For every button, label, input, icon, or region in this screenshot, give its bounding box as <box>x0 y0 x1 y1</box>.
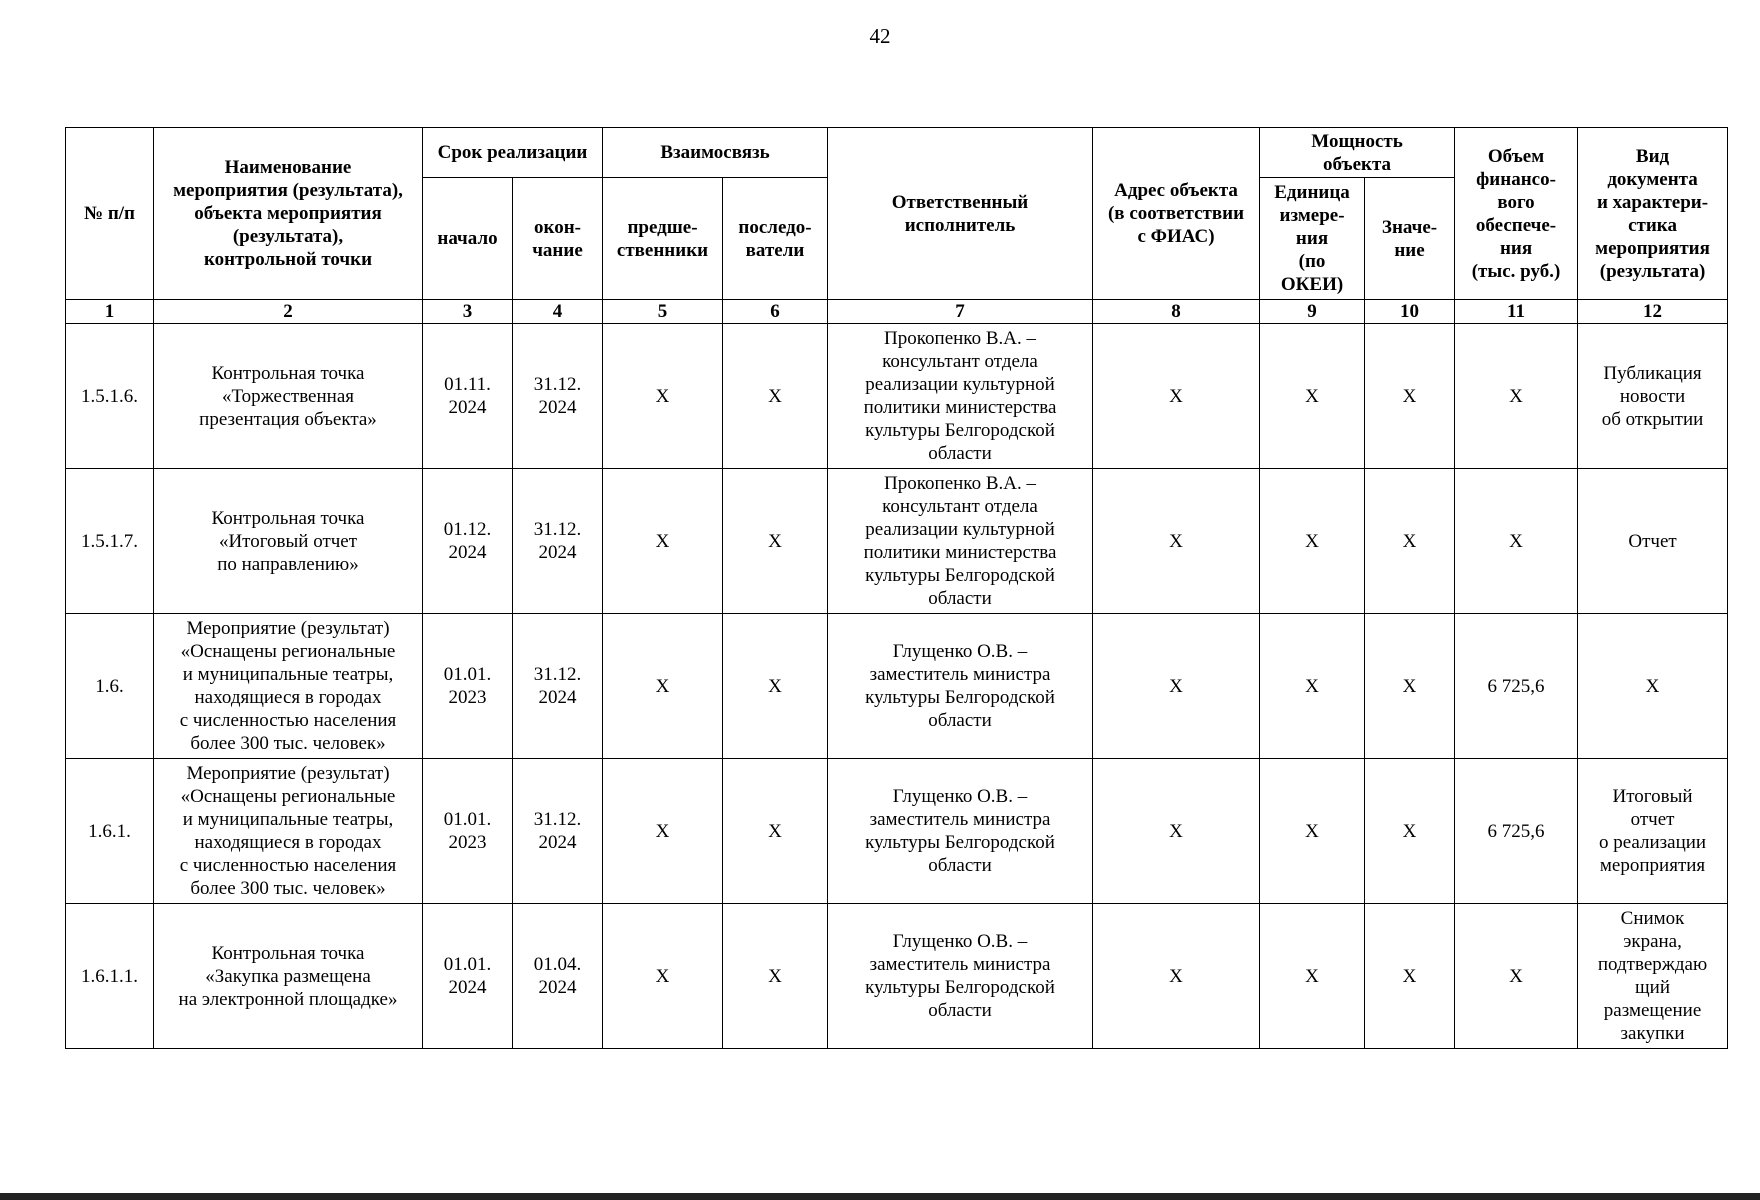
row-end-date <box>513 324 603 469</box>
plan-table <box>65 127 1728 1049</box>
header-doc <box>1578 128 1728 300</box>
text-line: Значе- <box>1381 216 1438 238</box>
row-document <box>1578 469 1728 614</box>
text-line: документа <box>1607 168 1698 190</box>
row-end-date <box>513 469 603 614</box>
text-line: объекта мероприятия <box>194 203 382 224</box>
text-line: (тыс. руб.) <box>1471 260 1561 282</box>
text-line: объекта <box>1322 153 1392 175</box>
text-line: культуры Белгородской <box>865 420 1055 441</box>
text-line: об открытии <box>1601 408 1704 430</box>
text-line: 31.12. <box>533 519 582 540</box>
row-document <box>1578 614 1728 759</box>
row-successors: Х <box>723 469 828 614</box>
header-end <box>513 178 603 300</box>
row-address: Х <box>1093 469 1260 614</box>
text-line: последо- <box>738 216 812 238</box>
text-line: с численностью населения <box>179 855 397 876</box>
row-responsible <box>828 469 1093 614</box>
row-end-date <box>513 904 603 1049</box>
text-line: Прокопенко В.А. – <box>884 473 1036 494</box>
row-unit: Х <box>1260 614 1365 759</box>
text-line: исполнитель <box>904 214 1016 236</box>
row-document <box>1578 904 1728 1049</box>
column-number: 10 <box>1365 300 1455 324</box>
row-address: Х <box>1093 759 1260 904</box>
text-line: презентация объекта» <box>199 408 377 430</box>
header-num: № п/п <box>66 128 154 300</box>
row-value: Х <box>1365 759 1455 904</box>
text-line: (в соответствии <box>1107 203 1245 224</box>
header-link: Взаимосвязь <box>603 128 828 178</box>
row-responsible <box>828 759 1093 904</box>
text-line: культуры Белгородской <box>865 977 1055 998</box>
text-line: (результата) <box>1599 260 1706 282</box>
header-resp <box>828 128 1093 300</box>
text-line: Контрольная точка <box>211 362 365 384</box>
text-line: чание <box>532 239 583 261</box>
table-row <box>66 469 1728 614</box>
text-line: реализации культурной <box>865 519 1055 540</box>
text-line: «Торжественная <box>222 385 354 407</box>
row-start-date <box>423 759 513 904</box>
row-address: Х <box>1093 324 1260 469</box>
text-line: 2024 <box>448 542 487 563</box>
text-line: Адрес объекта <box>1114 180 1238 201</box>
text-line: находящиеся в городах <box>194 832 382 853</box>
text-line: Мероприятие (результат) <box>186 618 390 639</box>
text-line: Ответственный <box>891 191 1029 213</box>
text-line: консультант отдела <box>882 496 1038 517</box>
row-number: 1.5.1.7. <box>66 469 154 614</box>
text-line: «Закупка размещена <box>205 965 371 987</box>
text-line: Х <box>1645 675 1660 697</box>
text-line: ватели <box>745 239 805 261</box>
text-line: (по <box>1298 251 1326 272</box>
row-document <box>1578 324 1728 469</box>
row-name <box>154 324 423 469</box>
text-line: «Оснащены региональные <box>180 786 396 807</box>
column-number: 5 <box>603 300 723 324</box>
row-finance: 6 725,6 <box>1455 614 1578 759</box>
text-line: Отчет <box>1628 530 1677 552</box>
text-line: области <box>928 588 992 609</box>
row-successors: Х <box>723 759 828 904</box>
text-line: измере- <box>1279 205 1345 226</box>
text-line: контрольной точки <box>203 249 373 270</box>
text-line: ния <box>1295 228 1329 249</box>
text-line: щий <box>1635 977 1671 998</box>
text-line: находящиеся в городах <box>194 687 382 708</box>
text-line: Глущенко О.В. – <box>892 641 1028 662</box>
row-finance: Х <box>1455 324 1578 469</box>
table-row <box>66 324 1728 469</box>
row-value: Х <box>1365 469 1455 614</box>
header-unit <box>1260 178 1365 300</box>
row-number: 1.5.1.6. <box>66 324 154 469</box>
column-number: 9 <box>1260 300 1365 324</box>
row-start-date <box>423 904 513 1049</box>
row-number: 1.6.1.1. <box>66 904 154 1049</box>
row-unit: Х <box>1260 759 1365 904</box>
table-row <box>66 614 1728 759</box>
text-line: области <box>928 710 992 731</box>
row-finance: Х <box>1455 469 1578 614</box>
text-line: и характери- <box>1596 191 1709 213</box>
text-line: культуры Белгородской <box>865 565 1055 586</box>
text-line: закупки <box>1620 1023 1685 1044</box>
text-line: Мощность <box>1311 130 1403 152</box>
row-value: Х <box>1365 324 1455 469</box>
table-row <box>66 904 1728 1049</box>
text-line: Мероприятие (результат) <box>186 763 390 784</box>
text-line: заместитель министра <box>869 809 1051 830</box>
text-line: Единица <box>1274 182 1350 203</box>
text-line: консультант отдела <box>882 351 1038 372</box>
text-line: 2024 <box>448 397 487 418</box>
text-line: области <box>928 443 992 464</box>
text-line: 01.01. <box>443 809 492 830</box>
column-numbers-row <box>66 300 1728 324</box>
row-start-date <box>423 469 513 614</box>
column-number: 3 <box>423 300 513 324</box>
row-address: Х <box>1093 904 1260 1049</box>
row-unit: Х <box>1260 904 1365 1049</box>
row-value: Х <box>1365 904 1455 1049</box>
text-line: и муниципальные театры, <box>182 664 394 685</box>
column-number: 12 <box>1578 300 1728 324</box>
row-finance: 6 725,6 <box>1455 759 1578 904</box>
text-line: культуры Белгородской <box>865 687 1055 708</box>
row-predecessors: Х <box>603 469 723 614</box>
text-line: реализации культурной <box>865 374 1055 395</box>
scan-edge-line <box>0 1193 1760 1200</box>
column-number: 1 <box>66 300 154 324</box>
row-start-date <box>423 324 513 469</box>
row-unit: Х <box>1260 324 1365 469</box>
text-line: 2024 <box>538 542 577 563</box>
text-line: ние <box>1394 239 1425 261</box>
page-number: 42 <box>869 24 891 48</box>
text-line: заместитель министра <box>869 954 1051 975</box>
text-line: (результата), <box>232 226 344 247</box>
text-line: 31.12. <box>533 374 582 395</box>
text-line: Прокопенко В.А. – <box>884 328 1036 349</box>
text-line: заместитель министра <box>869 664 1051 685</box>
text-line: финансо- <box>1476 168 1556 190</box>
row-predecessors: Х <box>603 324 723 469</box>
row-start-date <box>423 614 513 759</box>
text-line: о реализации <box>1598 832 1707 853</box>
text-line: и муниципальные театры, <box>182 809 394 830</box>
row-predecessors: Х <box>603 904 723 1049</box>
row-name <box>154 614 423 759</box>
table-header <box>66 128 1728 324</box>
column-number: 8 <box>1093 300 1260 324</box>
text-line: подтверждаю <box>1597 954 1708 975</box>
text-line: Глущенко О.В. – <box>892 931 1028 952</box>
text-line: стика <box>1628 214 1677 236</box>
text-line: новости <box>1619 385 1686 407</box>
text-line: мероприятия <box>1595 237 1710 259</box>
column-number: 4 <box>513 300 603 324</box>
column-number: 11 <box>1455 300 1578 324</box>
text-line: предше- <box>627 216 698 238</box>
text-line: ственники <box>616 239 709 261</box>
text-line: политики министерства <box>863 397 1057 418</box>
text-line: «Оснащены региональные <box>180 641 396 662</box>
row-finance: Х <box>1455 904 1578 1049</box>
text-line: Итоговый <box>1612 786 1693 807</box>
row-document <box>1578 759 1728 904</box>
text-line: 31.12. <box>533 809 582 830</box>
text-line: размещение <box>1603 1000 1702 1021</box>
row-successors: Х <box>723 324 828 469</box>
row-successors: Х <box>723 614 828 759</box>
table-row <box>66 759 1728 904</box>
text-line: Вид <box>1635 145 1670 167</box>
column-number: 2 <box>154 300 423 324</box>
text-line: с ФИАС) <box>1137 226 1215 247</box>
text-line: 2024 <box>538 397 577 418</box>
header-power <box>1260 128 1455 178</box>
header-name <box>154 128 423 300</box>
row-responsible <box>828 614 1093 759</box>
row-predecessors: Х <box>603 759 723 904</box>
text-line: вого <box>1497 191 1535 213</box>
header-start: начало <box>423 178 513 300</box>
text-line: более 300 тыс. человек» <box>190 878 386 899</box>
text-line: культуры Белгородской <box>865 832 1055 853</box>
text-line: политики министерства <box>863 542 1057 563</box>
text-line: Публикация <box>1603 362 1702 384</box>
text-line: мероприятия (результата), <box>173 180 403 201</box>
text-line: ния <box>1499 237 1533 259</box>
text-line: обеспече- <box>1475 214 1557 236</box>
text-line: более 300 тыс. человек» <box>190 733 386 754</box>
text-line: Наименование <box>224 157 352 178</box>
column-number: 6 <box>723 300 828 324</box>
row-name <box>154 904 423 1049</box>
text-line: 2023 <box>448 687 487 708</box>
row-value: Х <box>1365 614 1455 759</box>
text-line: Контрольная точка <box>211 507 365 529</box>
header-srok: Срок реализации <box>423 128 603 178</box>
text-line: экрана, <box>1623 931 1682 952</box>
text-line: по направлению» <box>217 553 359 575</box>
header-finance <box>1455 128 1578 300</box>
header-addr <box>1093 128 1260 300</box>
text-line: Объем <box>1487 145 1545 167</box>
text-line: «Итоговый отчет <box>218 530 358 552</box>
row-name <box>154 469 423 614</box>
text-line: 31.12. <box>533 664 582 685</box>
text-line: области <box>928 855 992 876</box>
row-predecessors: Х <box>603 614 723 759</box>
text-line: на электронной площадке» <box>178 988 398 1010</box>
text-line: отчет <box>1630 809 1675 830</box>
text-line: 01.11. <box>444 374 491 395</box>
text-line: 2024 <box>448 977 487 998</box>
text-line: Глущенко О.В. – <box>892 786 1028 807</box>
table-body <box>66 324 1728 1049</box>
text-line: области <box>928 1000 992 1021</box>
row-name <box>154 759 423 904</box>
row-responsible <box>828 324 1093 469</box>
text-line: 01.01. <box>443 664 492 685</box>
text-line: 01.01. <box>443 954 492 975</box>
row-responsible <box>828 904 1093 1049</box>
text-line: Контрольная точка <box>211 942 365 964</box>
column-number: 7 <box>828 300 1093 324</box>
text-line: ОКЕИ) <box>1280 274 1344 295</box>
header-next <box>723 178 828 300</box>
header-prev <box>603 178 723 300</box>
row-end-date <box>513 614 603 759</box>
text-line: 01.12. <box>443 519 492 540</box>
text-line: 01.04. <box>533 954 582 975</box>
text-line: 2023 <box>448 832 487 853</box>
header-value <box>1365 178 1455 300</box>
text-line: окон- <box>534 216 581 238</box>
text-line: 2024 <box>538 832 577 853</box>
row-address: Х <box>1093 614 1260 759</box>
row-successors: Х <box>723 904 828 1049</box>
row-number: 1.6. <box>66 614 154 759</box>
text-line: 2024 <box>538 977 577 998</box>
row-end-date <box>513 759 603 904</box>
text-line: Снимок <box>1620 908 1685 929</box>
row-number: 1.6.1. <box>66 759 154 904</box>
text-line: 2024 <box>538 687 577 708</box>
row-unit: Х <box>1260 469 1365 614</box>
text-line: с численностью населения <box>179 710 397 731</box>
text-line: мероприятия <box>1599 855 1706 876</box>
